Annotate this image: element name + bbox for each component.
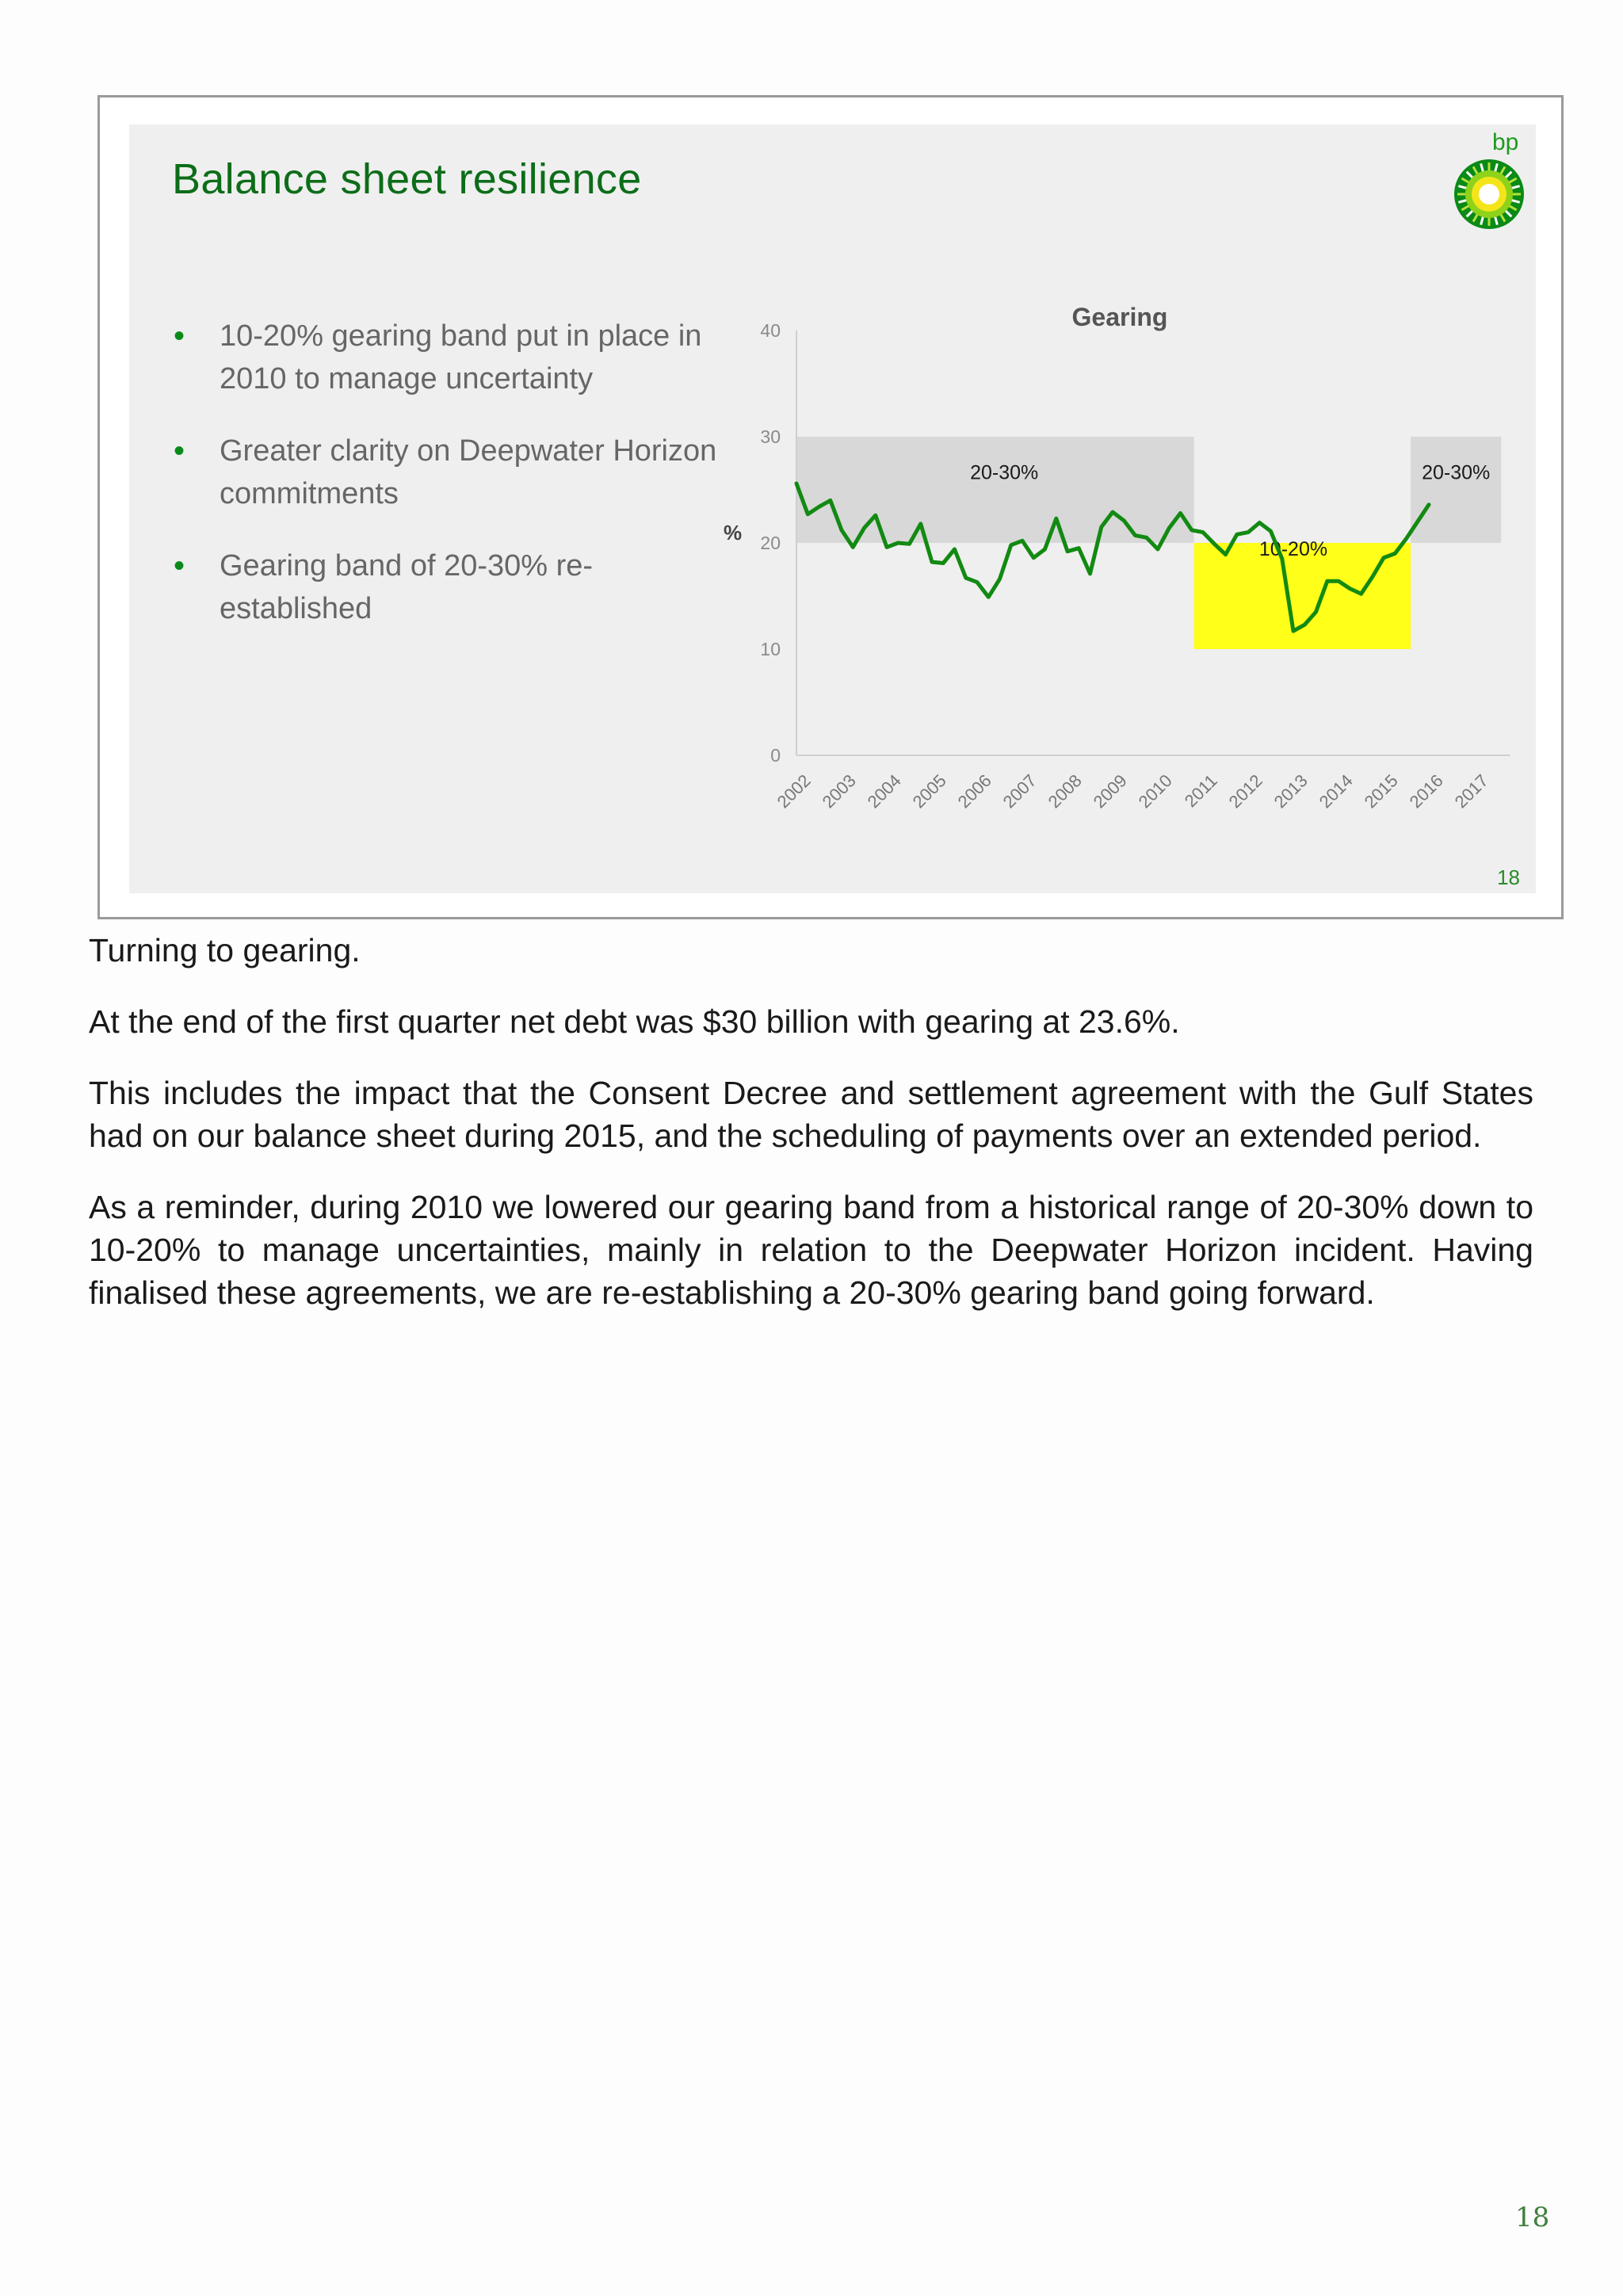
x-tick-label: 2017 <box>1450 770 1492 812</box>
slide-number: 18 <box>1497 865 1520 889</box>
y-axis-label: % <box>724 521 743 544</box>
slide-title: Balance sheet resilience <box>172 155 642 203</box>
x-tick-label: 2010 <box>1134 770 1176 812</box>
page-number: 18 <box>1515 2202 1550 2233</box>
slide <box>129 124 1536 893</box>
gearing-chart <box>129 124 1536 893</box>
paragraph: This includes the impact that the Consent Decree and settlement agreement with the Gulf States had on our balance sheet during 2015, and the scheduling of payments over an extended period. <box>89 1075 1533 1154</box>
paragraph: At the end of the first quarter net debt was $30 billion with gearing at 23.6%. <box>89 1003 1180 1040</box>
band-2 <box>1411 437 1501 543</box>
x-tick-label: 2013 <box>1270 770 1312 812</box>
bullet-item: • Gearing band of 20-30% re-established <box>174 548 594 625</box>
x-tick-label: 2004 <box>863 770 905 812</box>
chart-title: Gearing <box>1071 303 1168 331</box>
x-tick-label: 2009 <box>1089 770 1131 812</box>
y-tick-label: 20 <box>760 533 781 553</box>
paragraph: As a reminder, during 2010 we lowered our gearing band from a historical range of 20-30% down to 10-20% to manage uncertainties, mainly in relation to the Deepwater Horizon incident. Having finalised these agreements, we are re-establishing a 20-30% gearing band going forward. <box>89 1189 1533 1311</box>
x-tick-label: 2015 <box>1360 770 1402 812</box>
x-tick-label: 2016 <box>1405 770 1447 812</box>
bullet-text: Greater clarity on Deepwater Horizon commitments <box>220 434 717 510</box>
x-tick-label: 2006 <box>953 770 995 812</box>
paragraph: Turning to gearing. <box>89 932 361 968</box>
x-tick-label: 2008 <box>1044 770 1086 812</box>
x-tick-label: 2003 <box>818 770 860 812</box>
slide-frame <box>97 95 1564 919</box>
band-0 <box>796 437 1194 543</box>
bp-wordmark: bp <box>1492 129 1519 155</box>
x-tick-label: 2014 <box>1315 770 1357 812</box>
y-tick-label: 30 <box>760 426 781 447</box>
y-tick-label: 0 <box>770 745 781 766</box>
x-tick-label: 2011 <box>1180 770 1221 812</box>
bullet-item: • Greater clarity on Deepwater Horizon commitments <box>174 434 717 510</box>
bullet-text: Gearing band of 20-30% re-established <box>220 549 594 625</box>
band-label: 20-30% <box>1422 461 1491 484</box>
band-label: 20-30% <box>970 461 1039 484</box>
x-tick-label: 2005 <box>908 770 950 812</box>
band-label: 10-20% <box>1258 538 1328 561</box>
bullet-text: 10-20% gearing band put in place in 2010 to manage uncertainty <box>220 319 702 395</box>
speaker-notes <box>89 929 1533 1343</box>
bullet-item: • 10-20% gearing band put in place in 2010 to manage uncertainty <box>174 319 702 395</box>
x-tick-label: 2007 <box>999 770 1041 812</box>
y-tick-label: 10 <box>760 639 781 659</box>
x-tick-label: 2012 <box>1224 770 1266 812</box>
y-tick-label: 40 <box>760 320 781 341</box>
x-tick-label: 2002 <box>773 770 815 812</box>
